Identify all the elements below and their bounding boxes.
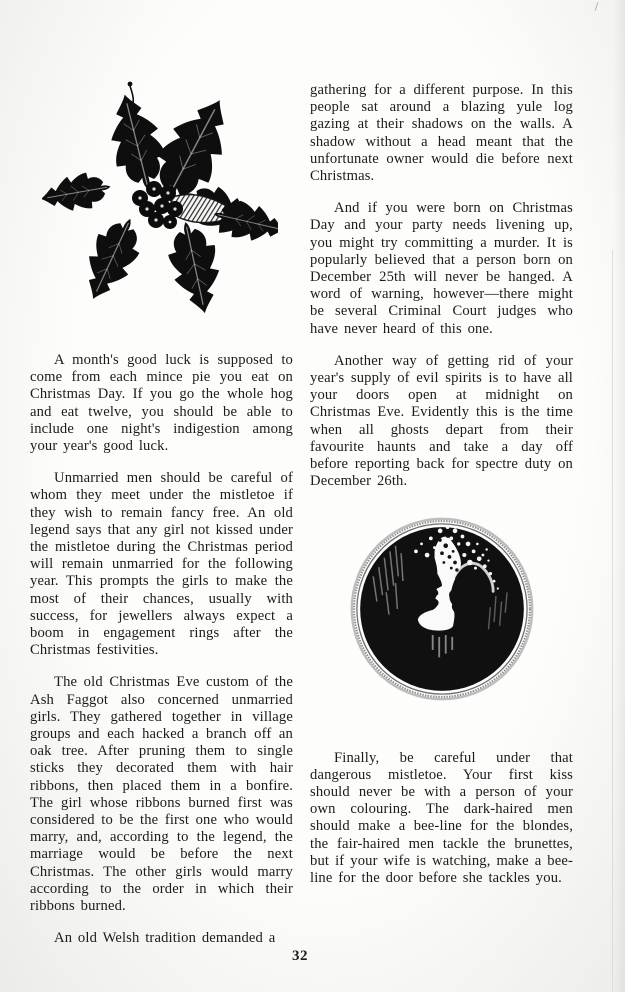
right-column: [310, 82, 573, 902]
paragraph: And if you were born on Christmas Day and your party needs livening up, you might try committing a murder. It is popularly believed that a person born on December 25th will never be hanged. A word of warning, however—there might be several Criminal Court judges who have never heard of this one.: [310, 200, 573, 337]
paragraph: Finally, be careful under that dangerous mistletoe. Your first kiss should never be with a person of your own colouring. The dark-haired men should make a bee-line for the blondes, the fair-haired men tackle the brunettes, but if your wife is watching, make a bee-line for the door before she tackles you.: [310, 749, 573, 887]
left-column: [30, 352, 293, 963]
paragraph: Unmarried men should be careful of whom they meet under the mistletoe if they wish to remain fancy free. An old legend says that any girl not kissed under the mistletoe during the Christmas period will remain unmarried for the following year. This prompts the girls to make the most of their chances, usually with success, for jewellers always expect a boom in engagement rings after the Christmas festivities.: [30, 470, 293, 659]
scan-artifact-mark: [595, 2, 599, 11]
paragraph: The old Christmas Eve custom of the Ash Faggot also concerned unmarried girls. They gathered together in village groups and each hacked a branch off an oak tree. After pruning them to single sticks they decorated them with hair ribbons, then placed them in a bonfire. The girl whose ribbons burned first was considered to be the first one who would marry, and, according to the legend, the marriage would be before the next Christmas. The other girls would marry according to the order in which their ribbons burned.: [30, 674, 293, 915]
page-number: 32: [292, 948, 308, 964]
paragraph: An old Welsh tradition demanded a: [54, 930, 276, 947]
holly-illustration: [42, 78, 278, 314]
scan-edge-shade: [613, 0, 625, 992]
medallion-illustration: [349, 516, 535, 707]
holly-sprig-icon: [42, 78, 278, 314]
paragraph: gathering for a different purpose. In this people sat around a blazing yule log gazing at their shadows on the walls. A shadow without a head meant that the unfortunate owner would die before next Christmas.: [310, 82, 573, 185]
paragraph: A month's good luck is supposed to come from each mince pie you eat on Christmas Day. If you go the whole hog and eat twelve, you should be able to include one night's indigestion among your year's good luck.: [30, 352, 293, 455]
paragraph: Another way of getting rid of your year's supply of evil spirits is to have all your doors open at midnight on Christmas Eve. Evidently this is the time when all ghosts depart from their favourite haunts and take a day off before reporting back for spectre duty on December 26th.: [310, 352, 573, 490]
kissing-couple-silhouette-icon: [349, 516, 535, 702]
